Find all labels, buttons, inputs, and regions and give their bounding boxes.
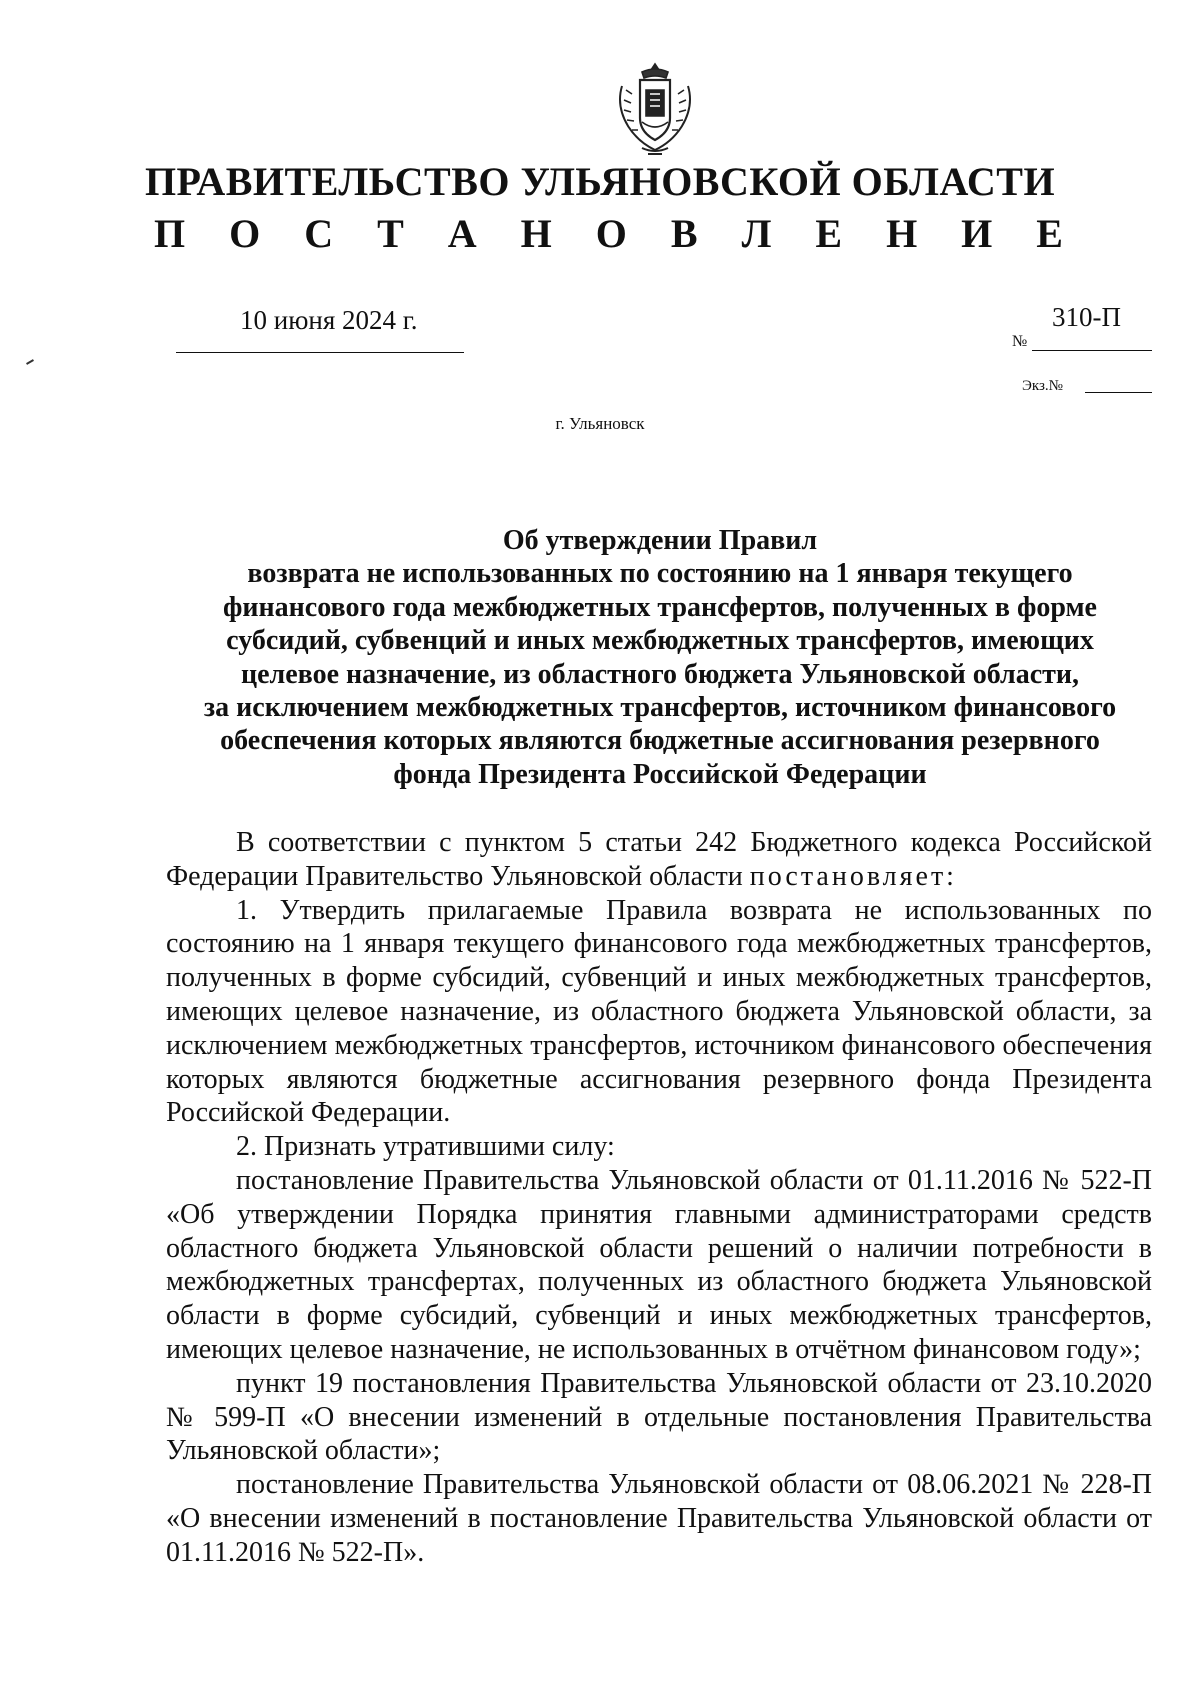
coat-of-arms-emblem: [612, 60, 698, 160]
subject-line: обеспечения которых являются бюджетные ассигнования резервного: [220, 725, 1100, 757]
item-2a-paragraph: постановление Правительства Ульяновской области от 01.11.2016 № 522-П «Об утверждении Порядка принятия главными администраторами средств областного бюджета Ульяновской области решений о наличии потребности в межбюджетных трансфертах, полученных из областного бюджета Ульяновской области в форме субсидий, субвенций и иных межбюджетных трансфертов, имеющих целевое назначение, не использованных в отчётном финансовом году»;: [166, 1164, 1152, 1365]
document-body: [166, 826, 1152, 1570]
item-2c-paragraph: постановление Правительства Ульяновской области от 08.06.2021 № 228-П «О внесении изменений в постановление Правительства Ульяновской области от 01.11.2016 № 522-П».: [166, 1469, 1152, 1568]
subject-line: субсидий, субвенций и иных межбюджетных трансфертов, имеющих: [226, 625, 1094, 657]
subject-line: Об утверждении Правил: [502, 525, 818, 556]
item-2b-paragraph: пункт 19 постановления Правительства Ульяновской области от 23.10.2020 № 599-П «О внесении изменений в отдельные постановления Правительства Ульяновской области»;: [166, 1367, 1152, 1467]
city-name: г. Ульяновск: [555, 414, 645, 433]
copy-number-label: Экз.№: [1022, 378, 1063, 394]
number-underline: [1032, 350, 1152, 351]
decree-word: постановляет:: [749, 860, 957, 892]
item-1-paragraph: 1. Утвердить прилагаемые Правила возврата не использованных по состоянию на 1 января текущего финансового года межбюджетных трансфертов, полученных в форме субсидий, субвенций и иных межбюджетных трансфертов, имеющих целевое назначение, из областного бюджета Ульяновской области, за исключением межбюджетных трансфертов, источником финансового обеспечения которых являются бюджетные ассигнования резервного фонда Президента Российской Федерации.: [166, 894, 1152, 1129]
document-subject: [120, 524, 1200, 791]
item-2-paragraph: 2. Признать утратившими силу:: [236, 1131, 615, 1163]
subject-line: за исключением межбюджетных трансфертов, источником финансового: [203, 692, 1117, 724]
date-underline: [176, 352, 464, 353]
subject-line: возврата не использованных по состоянию на 1 января текущего: [247, 558, 1073, 590]
preamble-paragraph: [166, 826, 1152, 894]
document-kind-title: П О С Т А Н О В Л Е Н И Е: [154, 211, 1080, 256]
document-number: 310-П: [1052, 302, 1121, 332]
subject-line: целевое назначение, из областного бюджета Ульяновской области,: [240, 658, 1080, 690]
preamble-text: В соответствии с пунктом 5 статьи 242 Бюджетного кодекса Российской Федерации Правительство Ульяновской области: [166, 827, 1152, 892]
subject-line: фонда Президента Российской Федерации: [393, 758, 927, 790]
number-label: №: [1012, 333, 1028, 350]
subject-line: финансового года межбюджетных трансфертов, полученных в форме: [223, 591, 1097, 623]
organization-title: ПРАВИТЕЛЬСТВО УЛЬЯНОВСКОЙ ОБЛАСТИ: [144, 159, 1056, 204]
copy-number-underline: [1085, 392, 1152, 393]
margin-mark: [26, 359, 34, 365]
document-date: 10 июня 2024 г.: [240, 305, 418, 335]
